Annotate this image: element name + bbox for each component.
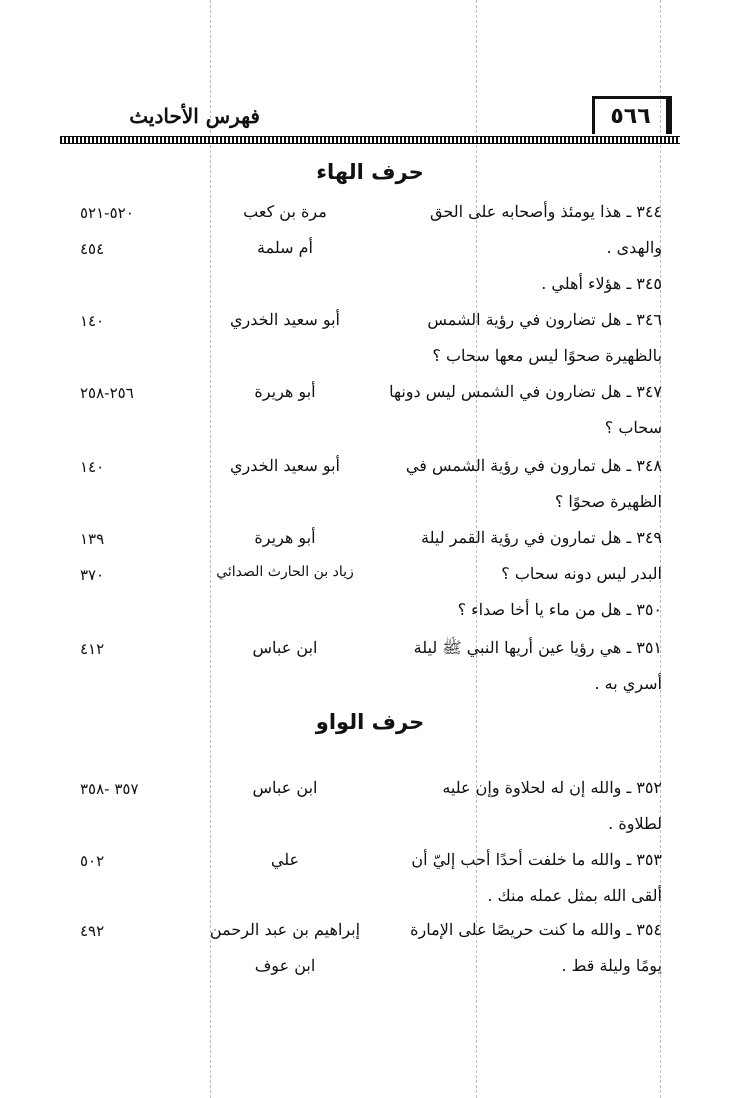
- index-line: [0, 376, 744, 412]
- page-ref: ٤٥٤: [80, 240, 105, 258]
- page-ref: ٥٢٠-٥٢١: [80, 204, 134, 222]
- narrator: ابن عباس: [252, 778, 318, 797]
- page-ref: ٥٠٢: [80, 852, 105, 870]
- narrator: ابن عباس: [252, 638, 318, 657]
- index-line: [0, 880, 744, 916]
- page-ref: ٣٥٧ -٣٥٨: [80, 780, 139, 798]
- hadith-text: بالظهيرة صحوًا ليس معها سحاب ؟: [432, 346, 662, 365]
- index-line: [0, 486, 744, 522]
- hadith-text: يومًا وليلة قط .: [561, 956, 662, 975]
- header-title: فهرس الأحاديث: [129, 104, 260, 128]
- index-line: [0, 914, 744, 950]
- hadith-text: والهدى .: [606, 238, 662, 257]
- narrator: أبو هريرة: [254, 382, 316, 401]
- page-ref: ٤٩٢: [80, 922, 105, 940]
- page-ref: ٤١٢: [80, 640, 105, 658]
- page-ref: ٣٧٠: [80, 566, 105, 584]
- header-rule: [60, 136, 680, 144]
- index-line: [0, 304, 744, 340]
- narrator: زياد بن الحارث الصدائي: [216, 564, 354, 580]
- narrator: أم سلمة: [257, 238, 313, 257]
- hadith-text: ٣٥٢ ـ والله إن له لحلاوة وإن عليه: [442, 778, 662, 797]
- hadith-text: ٣٤٦ ـ هل تضارون في رؤية الشمس: [427, 310, 662, 329]
- index-line: [0, 772, 744, 808]
- index-line: [0, 844, 744, 880]
- page-ref: ٢٥٦-٢٥٨: [80, 384, 134, 402]
- index-line: [0, 232, 744, 268]
- index-line: [0, 558, 744, 594]
- hadith-text: ٣٥٤ ـ والله ما كنت حريصًا على الإمارة: [410, 920, 662, 939]
- hadith-text: ٣٤٧ ـ هل تضارون في الشمس ليس دونها: [389, 382, 662, 401]
- hadith-text: ٣٤٩ ـ هل تمارون في رؤية القمر ليلة: [421, 528, 662, 547]
- hadith-text: ٣٥١ ـ هي رؤيا عين أريها النبي ﷺ ليلة: [413, 638, 662, 657]
- index-line: [0, 268, 744, 304]
- hadith-text: لطلاوة .: [608, 814, 662, 833]
- narrator: إبراهيم بن عبد الرحمن: [209, 920, 361, 939]
- index-line: [0, 340, 744, 376]
- page-header: [60, 92, 680, 144]
- index-line: [0, 450, 744, 486]
- narrator: أبو سعيد الخدري: [230, 456, 340, 475]
- index-line: [0, 522, 744, 558]
- hadith-text: ٣٤٨ ـ هل تمارون في رؤية الشمس في: [405, 456, 662, 475]
- section-title-waw: حرف الواو: [315, 710, 425, 734]
- index-line: [0, 632, 744, 668]
- section-title-haa: حرف الهاء: [316, 160, 424, 184]
- hadith-text: ٣٤٥ ـ هؤلاء أهلي .: [541, 274, 662, 293]
- hadith-text: سحاب ؟: [604, 418, 662, 437]
- narrator: علي: [270, 850, 300, 869]
- narrator: أبو سعيد الخدري: [230, 310, 340, 329]
- page-ref: ١٣٩: [80, 530, 105, 548]
- index-line: [0, 808, 744, 844]
- page-number: ٥٦٦: [592, 96, 672, 134]
- narrator: مرة بن كعب: [243, 202, 327, 221]
- index-line: [0, 412, 744, 448]
- hadith-text: ٣٥٠ ـ هل من ماء يا أخا صداء ؟: [457, 600, 662, 619]
- hadith-text: الظهيرة صحوًا ؟: [554, 492, 662, 511]
- hadith-text: ٣٥٣ ـ والله ما خلفت أحدًا أحب إليّ أن: [411, 850, 662, 869]
- hadith-text: أسري به .: [594, 674, 662, 693]
- page-ref: ١٤٠: [80, 458, 105, 476]
- hadith-text: ٣٤٤ ـ هذا يومئذ وأصحابه على الحق: [430, 202, 662, 221]
- index-line: [0, 594, 744, 630]
- index-line: [0, 950, 744, 986]
- hadith-text: ألقى الله بمثل عمله منك .: [487, 886, 662, 905]
- narrator: أبو هريرة: [254, 528, 316, 547]
- hadith-text: البدر ليس دونه سحاب ؟: [501, 564, 662, 583]
- narrator: ابن عوف: [254, 956, 316, 975]
- page-ref: ١٤٠: [80, 312, 105, 330]
- index-line: [0, 196, 744, 232]
- index-line: [0, 668, 744, 704]
